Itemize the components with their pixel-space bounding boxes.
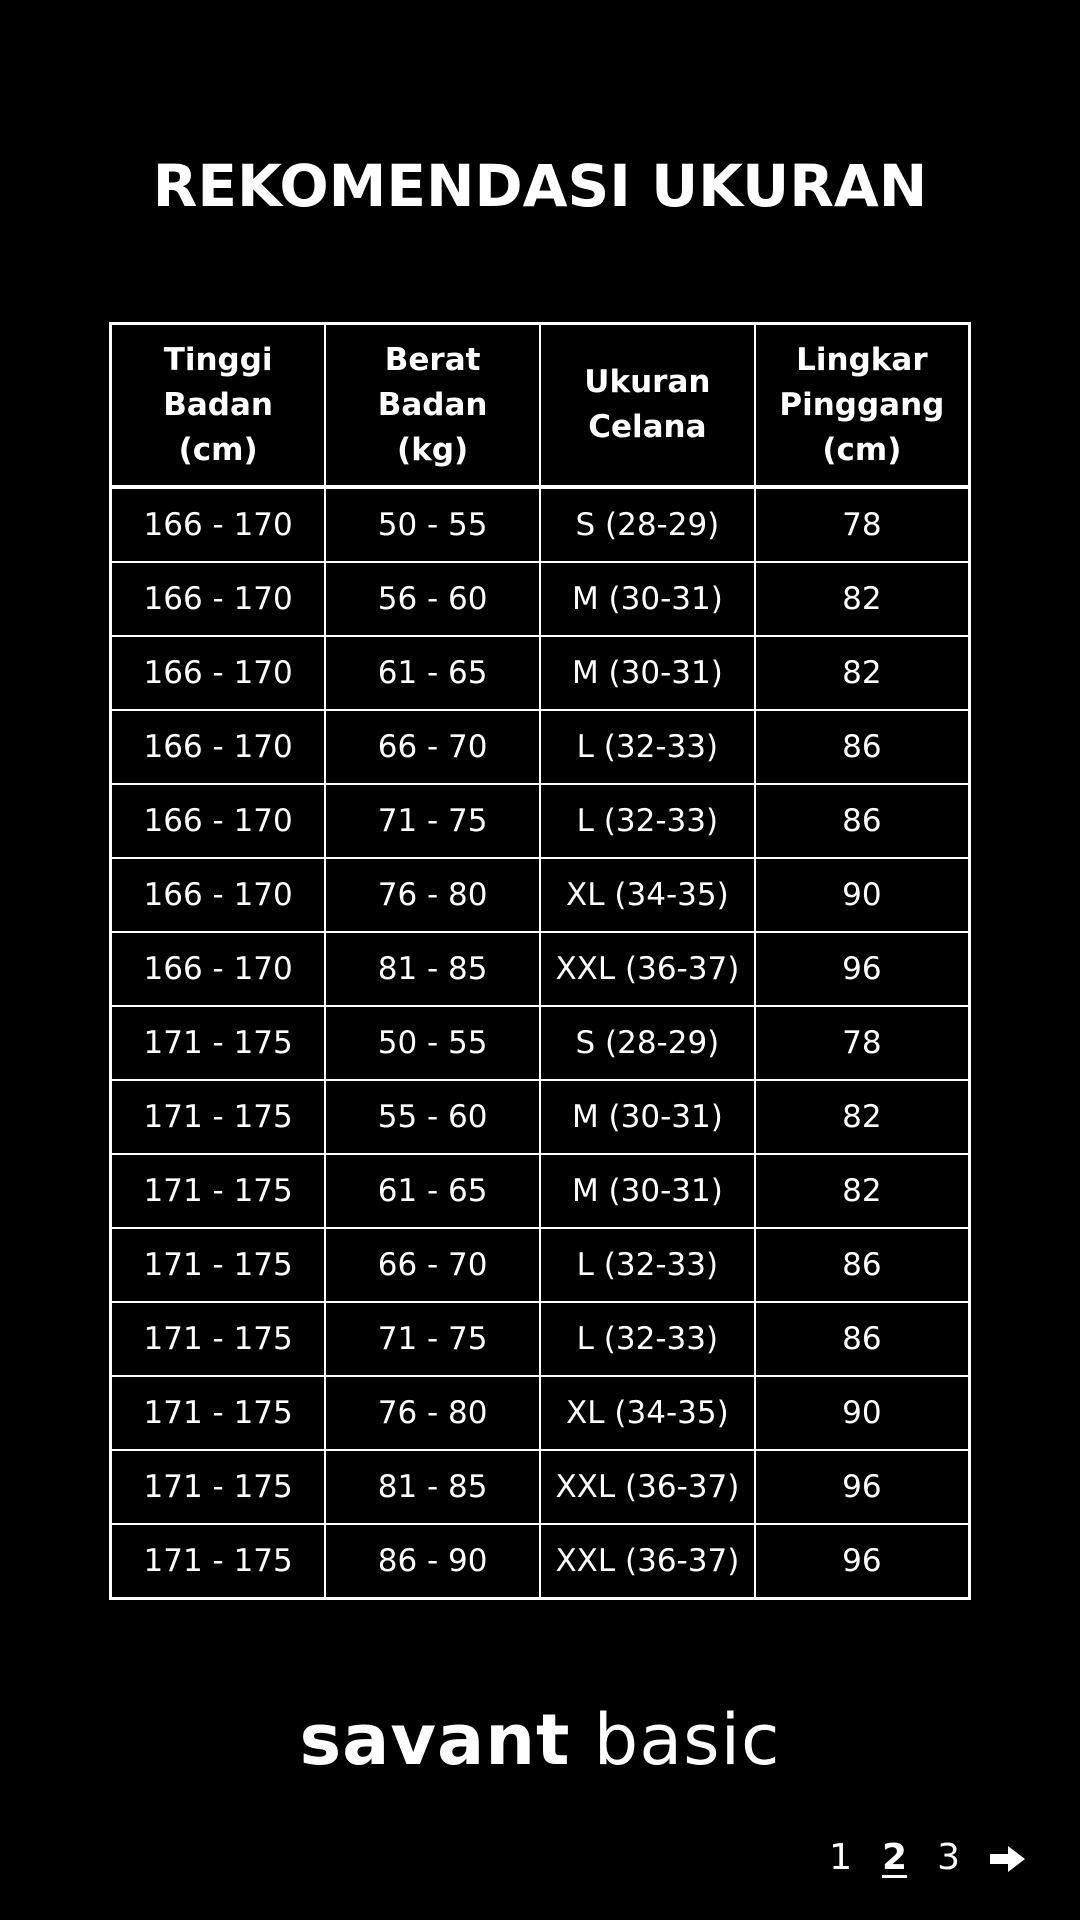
cell-tinggi-badan: 166 - 170 [111, 784, 326, 858]
cell-lingkar-pinggang: 90 [755, 858, 970, 932]
table-row [111, 1080, 970, 1154]
header-line: Badan [163, 386, 273, 423]
header-line: Ukuran [584, 364, 711, 400]
table-row [111, 1228, 970, 1302]
cell-tinggi-badan: 166 - 170 [111, 487, 326, 562]
cell-berat-badan: 55 - 60 [325, 1080, 540, 1154]
cell-lingkar-pinggang: 82 [755, 562, 970, 636]
cell-ukuran-celana: L (32-33) [540, 1302, 755, 1376]
cell-lingkar-pinggang: 96 [755, 1450, 970, 1524]
cell-ukuran-celana: L (32-33) [540, 710, 755, 784]
header-tinggi-badan [111, 324, 326, 488]
cell-tinggi-badan: 171 - 175 [111, 1080, 326, 1154]
table-row [111, 858, 970, 932]
page-title: REKOMENDASI UKURAN [152, 152, 928, 220]
table-row [111, 487, 970, 562]
cell-berat-badan: 66 - 70 [325, 1228, 540, 1302]
header-lingkar-pinggang [755, 324, 970, 488]
cell-tinggi-badan: 171 - 175 [111, 1006, 326, 1080]
table-row [111, 562, 970, 636]
cell-tinggi-badan: 171 - 175 [111, 1376, 326, 1450]
header-line: Berat [384, 341, 481, 378]
cell-berat-badan: 71 - 75 [325, 1302, 540, 1376]
cell-tinggi-badan: 166 - 170 [111, 636, 326, 710]
cell-ukuran-celana: M (30-31) [540, 562, 755, 636]
header-line: Badan [377, 386, 488, 423]
cell-lingkar-pinggang: 78 [755, 1006, 970, 1080]
cell-lingkar-pinggang: 86 [755, 1228, 970, 1302]
table-row [111, 1376, 970, 1450]
header-line: Lingkar [796, 341, 928, 378]
brand-logo-part2: basic [593, 1699, 781, 1781]
header-line: (cm) [178, 431, 258, 468]
cell-lingkar-pinggang: 86 [755, 1302, 970, 1376]
cell-berat-badan: 71 - 75 [325, 784, 540, 858]
cell-berat-badan: 50 - 55 [325, 487, 540, 562]
page-link-3[interactable]: 3 [937, 1836, 960, 1878]
cell-berat-badan: 61 - 65 [325, 636, 540, 710]
cell-berat-badan: 50 - 55 [325, 1006, 540, 1080]
header-line: Tinggi [163, 341, 273, 378]
cell-berat-badan: 66 - 70 [325, 710, 540, 784]
cell-berat-badan: 76 - 80 [325, 858, 540, 932]
table-row [111, 1524, 970, 1599]
header-line: (kg) [397, 431, 469, 468]
table-row [111, 636, 970, 710]
cell-ukuran-celana: M (30-31) [540, 636, 755, 710]
cell-tinggi-badan: 166 - 170 [111, 710, 326, 784]
table-row [111, 784, 970, 858]
cell-berat-badan: 76 - 80 [325, 1376, 540, 1450]
cell-lingkar-pinggang: 86 [755, 784, 970, 858]
cell-tinggi-badan: 171 - 175 [111, 1302, 326, 1376]
cell-ukuran-celana: S (28-29) [540, 487, 755, 562]
cell-ukuran-celana: L (32-33) [540, 784, 755, 858]
cell-ukuran-celana: XXL (36-37) [540, 1450, 755, 1524]
pagination [829, 1832, 1026, 1882]
cell-tinggi-badan: 171 - 175 [111, 1524, 326, 1599]
cell-lingkar-pinggang: 86 [755, 710, 970, 784]
table-row [111, 1302, 970, 1376]
header-line: (cm) [822, 431, 902, 468]
arrow-right-icon[interactable] [990, 1842, 1026, 1872]
header-line: Pinggang [779, 386, 945, 423]
cell-lingkar-pinggang: 78 [755, 487, 970, 562]
table-row [111, 932, 970, 1006]
cell-ukuran-celana: S (28-29) [540, 1006, 755, 1080]
table-header-row [111, 324, 970, 488]
cell-ukuran-celana: M (30-31) [540, 1154, 755, 1228]
cell-lingkar-pinggang: 82 [755, 636, 970, 710]
size-chart-table [109, 322, 971, 1600]
page-link-2-current[interactable]: 2 [882, 1836, 908, 1878]
table-row [111, 1006, 970, 1080]
table-header [111, 324, 970, 488]
page-link-1[interactable]: 1 [829, 1836, 853, 1878]
table-row [111, 1450, 970, 1524]
cell-lingkar-pinggang: 96 [755, 1524, 970, 1599]
cell-tinggi-badan: 166 - 170 [111, 858, 326, 932]
table-row [111, 710, 970, 784]
cell-berat-badan: 81 - 85 [325, 1450, 540, 1524]
cell-lingkar-pinggang: 96 [755, 932, 970, 1006]
table-body [111, 487, 970, 1599]
cell-ukuran-celana: XXL (36-37) [540, 932, 755, 1006]
table-row [111, 1154, 970, 1228]
cell-tinggi-badan: 171 - 175 [111, 1228, 326, 1302]
cell-ukuran-celana: L (32-33) [540, 1228, 755, 1302]
cell-berat-badan: 86 - 90 [325, 1524, 540, 1599]
cell-ukuran-celana: M (30-31) [540, 1080, 755, 1154]
arrow-right-icon-svg [990, 1844, 1026, 1874]
header-line: Celana [588, 409, 707, 445]
cell-tinggi-badan: 171 - 175 [111, 1450, 326, 1524]
cell-ukuran-celana: XL (34-35) [540, 1376, 755, 1450]
cell-tinggi-badan: 171 - 175 [111, 1154, 326, 1228]
cell-lingkar-pinggang: 82 [755, 1080, 970, 1154]
cell-lingkar-pinggang: 90 [755, 1376, 970, 1450]
header-berat-badan [325, 324, 540, 488]
cell-lingkar-pinggang: 82 [755, 1154, 970, 1228]
cell-berat-badan: 61 - 65 [325, 1154, 540, 1228]
cell-ukuran-celana: XXL (36-37) [540, 1524, 755, 1599]
cell-ukuran-celana: XL (34-35) [540, 858, 755, 932]
cell-tinggi-badan: 166 - 170 [111, 562, 326, 636]
cell-tinggi-badan: 166 - 170 [111, 932, 326, 1006]
cell-berat-badan: 56 - 60 [325, 562, 540, 636]
brand-logo-part1: savant [299, 1699, 571, 1781]
header-ukuran-celana [540, 324, 755, 488]
cell-berat-badan: 81 - 85 [325, 932, 540, 1006]
brand-logo [0, 1695, 1080, 1785]
